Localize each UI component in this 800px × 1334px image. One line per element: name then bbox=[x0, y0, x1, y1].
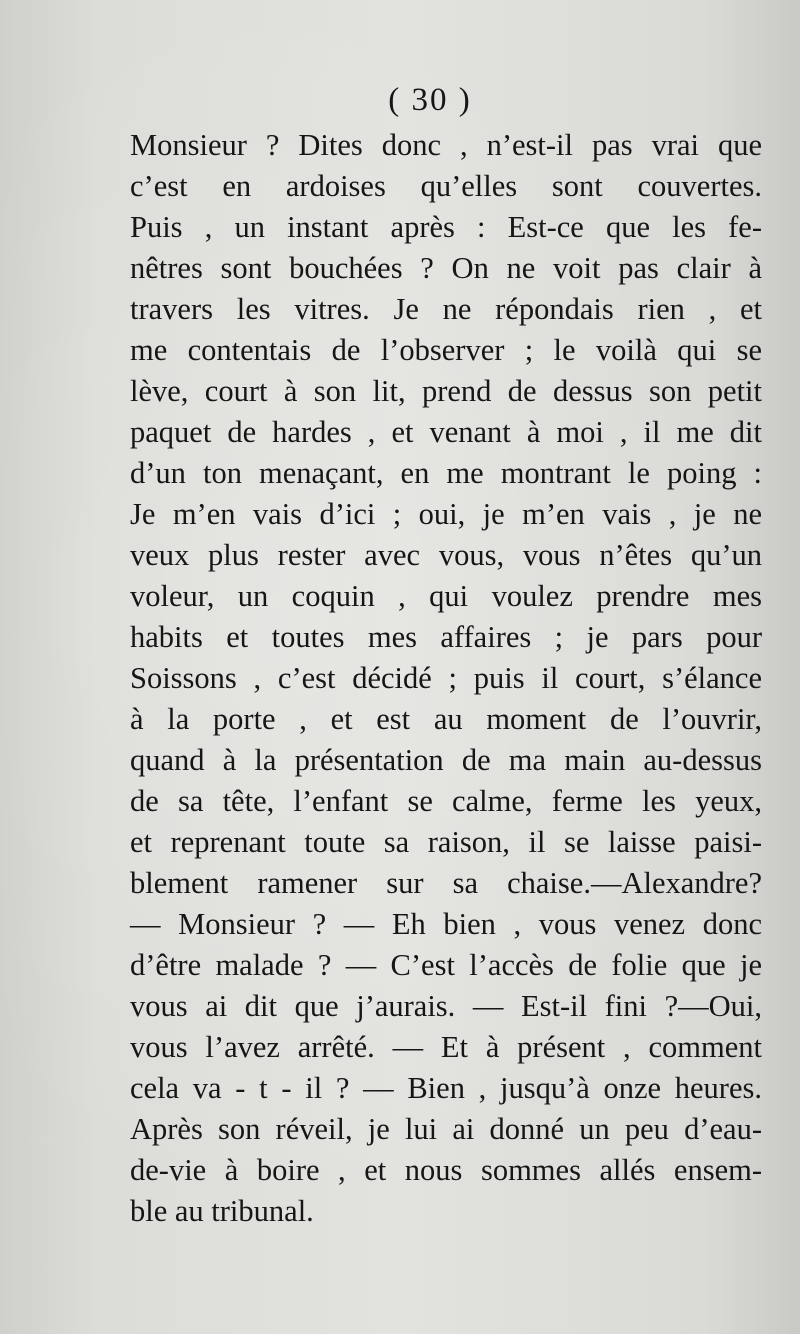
text-line: habits et toutes mes affaires ; je pars pour bbox=[130, 620, 762, 654]
text-line: — Monsieur ? — Eh bien , vous venez donc bbox=[130, 907, 762, 941]
text-line: de sa tête, l’enfant se calme, ferme les yeux, bbox=[130, 784, 762, 818]
text-line: Après son réveil, je lui ai donné un peu d’eau- bbox=[130, 1112, 762, 1146]
text-line: à la porte , et est au moment de l’ouvrir, bbox=[130, 702, 762, 736]
text-line: Monsieur ? Dites donc , n’est-il pas vrai que bbox=[130, 128, 762, 162]
text-line: d’être malade ? — C’est l’accès de folie que je bbox=[130, 948, 762, 982]
text-line: blement ramener sur sa chaise.—Alexandre? bbox=[130, 866, 762, 900]
text-line: quand à la présentation de ma main au-dessus bbox=[130, 743, 762, 777]
page-number: ( 30 ) bbox=[388, 82, 472, 118]
text-line: travers les vitres. Je ne répondais rien , et bbox=[130, 292, 762, 326]
text-line: et reprenant toute sa raison, il se laisse paisi- bbox=[130, 825, 762, 859]
text-line: cela va - t - il ? — Bien , jusqu’à onze heures. bbox=[130, 1071, 762, 1105]
text-line: vous ai dit que j’aurais. — Est-il fini ?—Oui, bbox=[130, 989, 762, 1023]
text-line: nêtres sont bouchées ? On ne voit pas clair à bbox=[130, 251, 762, 285]
text-line: paquet de hardes , et venant à moi , il me dit bbox=[130, 415, 762, 449]
text-line: c’est en ardoises qu’elles sont couvertes. bbox=[130, 169, 762, 203]
text-line: ble au tribunal. bbox=[130, 1194, 314, 1228]
text-line: vous l’avez arrêté. — Et à présent , comment bbox=[130, 1030, 762, 1064]
text-line: Je m’en vais d’ici ; oui, je m’en vais , je ne bbox=[130, 497, 762, 531]
text-line: Soissons , c’est décidé ; puis il court, s’élance bbox=[130, 661, 762, 695]
text-line: veux plus rester avec vous, vous n’êtes qu’un bbox=[130, 538, 762, 572]
text-line: voleur, un coquin , qui voulez prendre mes bbox=[130, 579, 762, 613]
body-text bbox=[130, 125, 762, 1232]
text-line: me contentais de l’observer ; le voilà qui se bbox=[130, 333, 762, 367]
text-line: d’un ton menaçant, en me montrant le poing : bbox=[130, 456, 762, 490]
text-line: Puis , un instant après : Est-ce que les fe- bbox=[130, 210, 762, 244]
text-line: lève, court à son lit, prend de dessus son petit bbox=[130, 374, 762, 408]
text-line: de-vie à boire , et nous sommes allés ensem- bbox=[130, 1153, 762, 1187]
